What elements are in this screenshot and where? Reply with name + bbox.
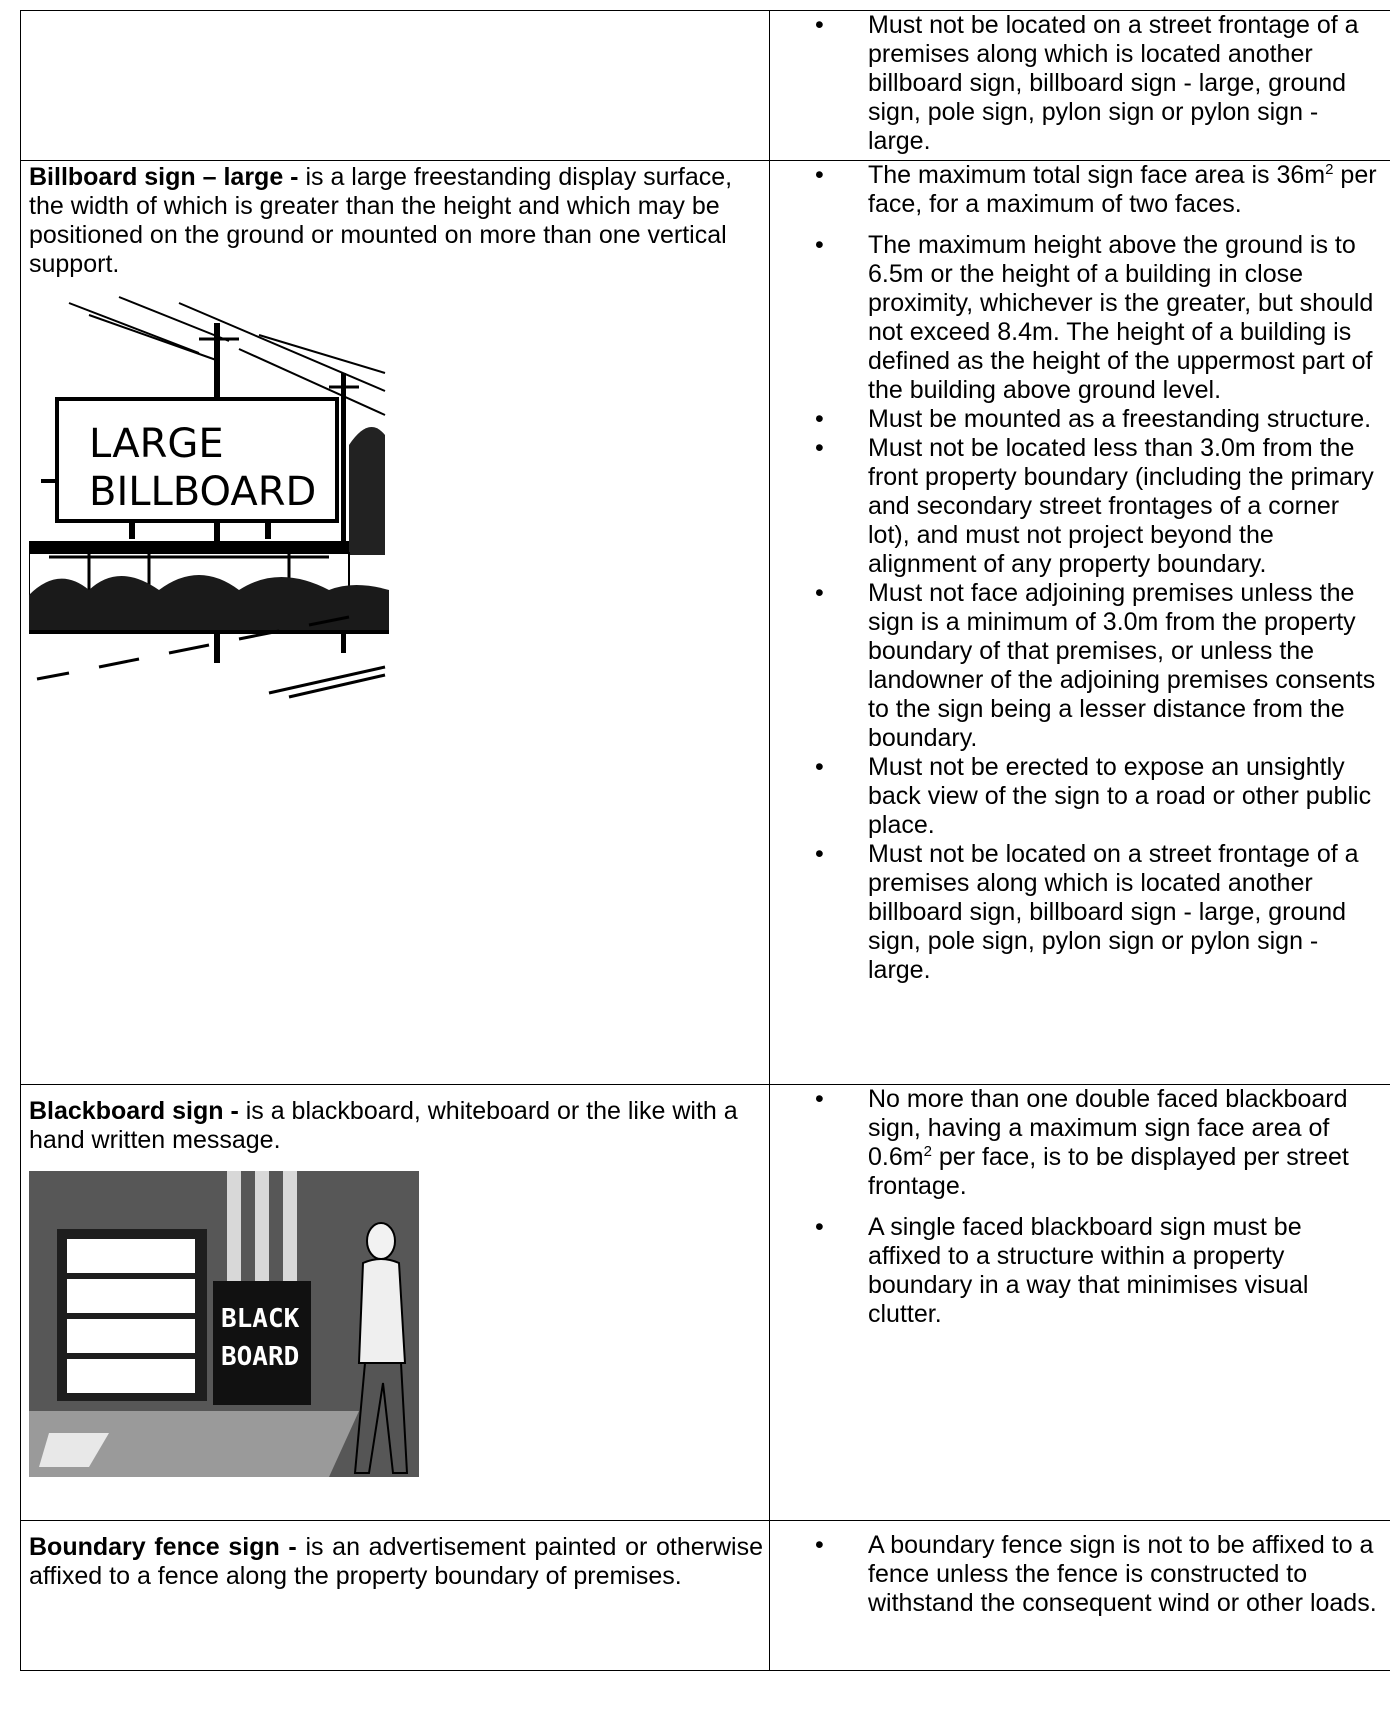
term-cell xyxy=(21,1521,770,1671)
requirement-item: • Must be mounted as a freestanding structure. xyxy=(868,405,1379,434)
table-row xyxy=(21,11,1390,161)
requirement-item: • A boundary fence sign is not to be affixed to a fence unless the fence is constructed to withstand the consequent wind or other loads. xyxy=(868,1531,1379,1618)
term-definition xyxy=(29,1523,763,1591)
term-cell xyxy=(21,161,770,1085)
large-billboard-illustration xyxy=(29,295,763,699)
term-name: Blackboard sign - xyxy=(29,1097,239,1125)
requirement-item: • Must not face adjoining premises unless the sign is a minimum of 3.0m from the property boundary of that premises, or unless the landowner of the adjoining premises consents to the sign being a lesser distance from the boundary. xyxy=(868,579,1379,753)
requirement-item: • Must not be located less than 3.0m from the front property boundary (including the primary and secondary street frontages of a corner lot), and must not project beyond the alignment of any property boundary. xyxy=(868,434,1379,579)
illustration-text-billboard: BILLBOARD xyxy=(89,469,317,515)
term-cell xyxy=(21,11,770,161)
requirement-item: • A single faced blackboard sign must be affixed to a structure within a property boundary in a way that minimises visual clutter. xyxy=(868,1213,1379,1329)
term-description: is a blackboard, whiteboard or the like with a hand written message. xyxy=(29,1097,738,1154)
term-description: is an advertisement painted or otherwise affixed to a fence along the property boundary of premises. xyxy=(29,1533,763,1590)
requirements-cell xyxy=(770,11,1390,161)
requirements-cell xyxy=(770,161,1390,1085)
table-row xyxy=(21,161,1390,1085)
term-name: Boundary fence sign - xyxy=(29,1533,297,1561)
term-definition xyxy=(29,1087,763,1155)
signage-table xyxy=(20,10,1390,1671)
term-name: Billboard sign – large - xyxy=(29,163,299,191)
requirement-item: • Must not be located on a street frontage of a premises along which is located another billboard sign, billboard sign - large, ground sign, pole sign, pylon sign or pylon sign - large. xyxy=(868,11,1379,156)
requirement-item: • The maximum height above the ground is to 6.5m or the height of a building in close proximity, whichever is the greater, but should not exceed 8.4m. The height of a building is defined as the height of the uppermost part of the building above ground level. xyxy=(868,231,1379,405)
requirement-item: • No more than one double faced blackboard sign, having a maximum sign face area of $0.6m^2$ per face, is to be displayed per street frontage. xyxy=(868,1085,1379,1201)
blackboard-illustration xyxy=(29,1171,763,1477)
term-cell xyxy=(21,1085,770,1521)
requirement-item: • Must not be located on a street frontage of a premises along which is located another billboard sign, billboard sign - large, ground sign, pole sign, pylon sign or pylon sign - large. xyxy=(868,840,1379,985)
requirement-item: • Must not be erected to expose an unsightly back view of the sign to a road or other public place. xyxy=(868,753,1379,840)
requirement-item: • The maximum total sign face area is $36m^2$ per face, for a maximum of two faces. xyxy=(868,161,1379,219)
illustration-text-board: BOARD xyxy=(221,1342,300,1372)
requirements-cell xyxy=(770,1521,1390,1671)
term-description: is a large freestanding display surface, the width of which is greater than the height and which may be positioned on the ground or mounted on more than one vertical support. xyxy=(29,163,733,278)
illustration-text-black: BLACK xyxy=(221,1304,300,1334)
table-row xyxy=(21,1085,1390,1521)
illustration-text-large: LARGE xyxy=(89,421,224,467)
requirements-cell xyxy=(770,1085,1390,1521)
term-definition xyxy=(29,163,763,279)
table-row xyxy=(21,1521,1390,1671)
